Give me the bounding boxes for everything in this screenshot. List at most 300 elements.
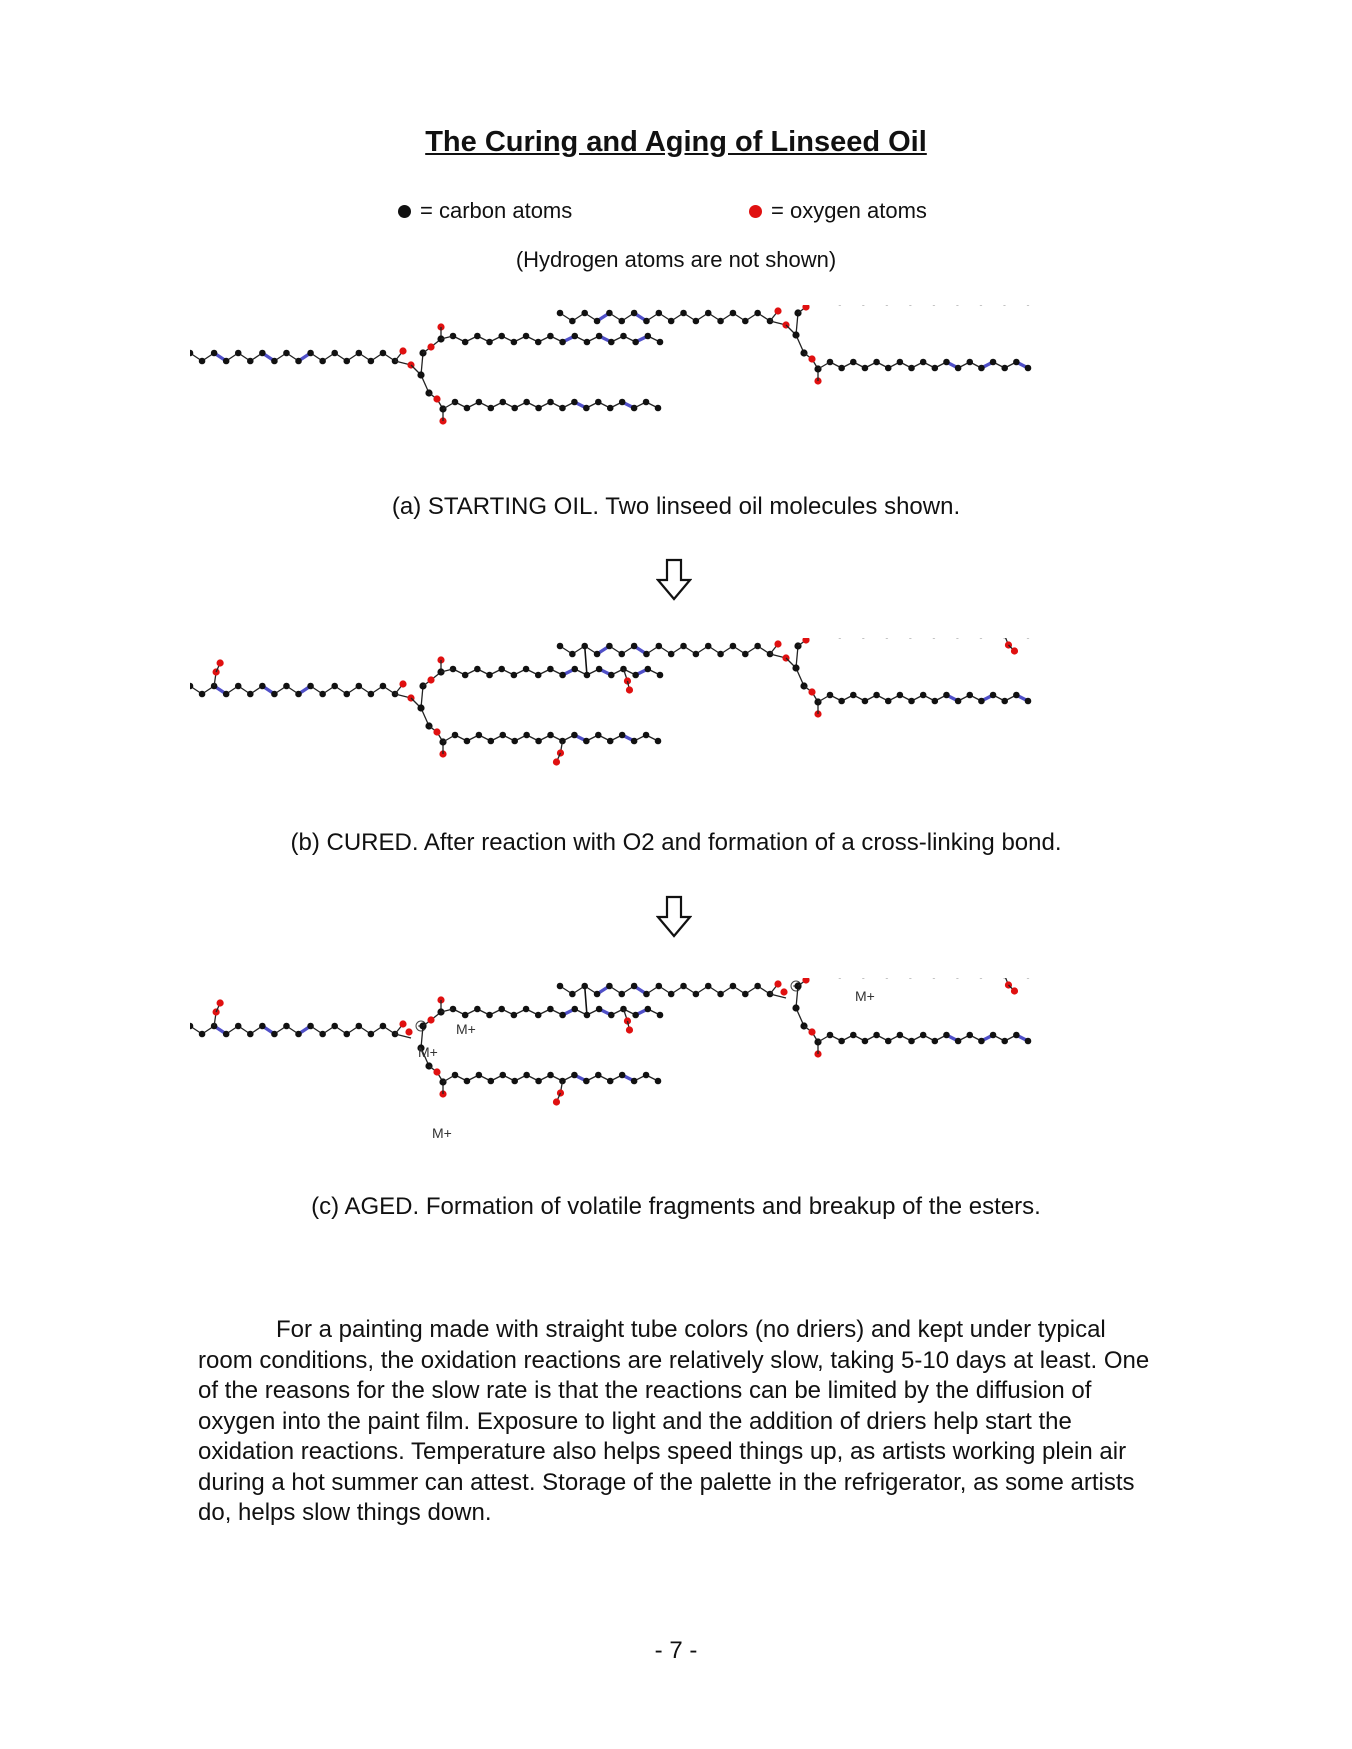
carbon-atom [511,405,518,412]
carbon-atom [608,339,615,346]
diagram-aged [190,978,1160,1148]
carbon-atom [571,333,578,340]
carbon-atom [632,339,639,346]
carbon-atom [498,666,505,673]
carbon-atom [235,1023,242,1030]
carbon-atom [557,983,564,990]
carbon-atom [885,698,892,705]
oxygen-atom [1011,987,1018,994]
carbon-atom [462,1012,469,1019]
carbon-atom [594,651,601,658]
carbon-atom [307,683,314,690]
carbon-atom [693,651,700,658]
oxygen-atom [433,395,440,402]
carbon-atom [523,1072,530,1079]
cross-link-bond [585,986,587,1015]
carbon-atom [693,991,700,998]
diagram-starting-oil [190,305,1160,455]
carbon-atom [474,333,481,340]
carbon-atom [199,358,206,365]
carbon-atom [873,1032,880,1039]
carbon-atom [978,365,985,372]
carbon-atom [1001,1038,1008,1045]
carbon-atom [943,359,950,366]
carbon-atom [862,365,869,372]
oxygen-atom [774,980,781,987]
carbon-atom [523,732,530,739]
carbon-atom [606,983,613,990]
carbon-atom [668,318,675,325]
metal-ion-label: M+ [418,1044,438,1060]
carbon-atom [908,365,915,372]
carbon-atom [850,1032,857,1039]
carbon-atom [259,683,266,690]
carbon-atom [730,643,737,650]
carbon-atom [223,691,230,698]
carbon-atom [356,350,363,357]
carbon-atom [620,333,627,340]
carbon-atom [631,983,638,990]
carbon-atom [705,310,712,317]
carbon-atom [488,405,495,412]
carbon-atom [247,691,254,698]
oxygen-atom [399,347,406,354]
carbon-atom [966,359,973,366]
carbon-atom [235,683,242,690]
oxygen-atom [399,1020,406,1027]
carbon-atom [511,1012,518,1019]
carbon-atom [705,983,712,990]
oxygen-atom [626,1026,633,1033]
carbon-atom [331,683,338,690]
carbon-atom [657,339,664,346]
carbon-atom [955,1038,962,1045]
carbon-atom [499,1072,506,1079]
carbon-atom [655,738,662,745]
down-arrow-icon [656,895,692,939]
cross-link-bond [585,646,587,675]
carbon-atom [607,738,614,745]
carbon-atom [873,359,880,366]
carbon-atom [223,358,230,365]
carbon-atom [356,1023,363,1030]
carbon-atom [499,399,506,406]
oxygen-atom [774,307,781,314]
oxygen-atom [213,668,220,675]
carbon-atom [742,318,749,325]
carbon-atom [943,692,950,699]
carbon-atom [631,643,638,650]
carbon-dot-icon [398,205,411,218]
carbon-atom [717,991,724,998]
single-bond [818,695,830,702]
carbon-atom [631,738,638,745]
carbon-atom [885,365,892,372]
single-bond [443,735,455,742]
carbon-atom [607,1078,614,1085]
carbon-atom [368,691,375,698]
carbon-atom [380,1023,387,1030]
carbon-atom [199,691,206,698]
carbon-atom [271,1031,278,1038]
diagram-cured [190,638,1160,798]
carbon-atom [486,672,493,679]
carbon-atom [606,643,613,650]
carbon-atom [584,339,591,346]
carbon-atom [474,1006,481,1013]
carbon-atom [596,333,603,340]
carbon-atom [559,405,566,412]
carbon-atom [511,738,518,745]
carbon-atom [464,738,471,745]
carbon-atom [1025,698,1032,705]
carbon-atom [235,350,242,357]
carbon-atom [319,1031,326,1038]
carbon-atom [966,1032,973,1039]
carbon-atom [211,350,218,357]
caption-cured: (b) CURED. After reaction with O2 and formation of a cross-linking bond. [290,829,1062,856]
oxygen-atom [217,659,224,666]
carbon-atom [583,1078,590,1085]
carbon-atom [476,1072,483,1079]
carbon-atom [307,350,314,357]
oxygen-atom [808,688,815,695]
down-arrow-icon [656,558,692,602]
carbon-atom [885,1038,892,1045]
carbon-atom [596,666,603,673]
carbon-atom [595,1072,602,1079]
oxygen-atom [553,758,560,765]
carbon-atom [223,1031,230,1038]
carbon-atom [583,738,590,745]
carbon-atom [498,1006,505,1013]
carbon-atom [199,1031,206,1038]
metal-ion-label: M+ [855,988,875,1004]
carbon-atom [645,666,652,673]
oxygen-atom [427,343,434,350]
carbon-atom [990,1032,997,1039]
carbon-atom [656,643,663,650]
carbon-atom [643,651,650,658]
oxygen-atom [626,686,633,693]
carbon-atom [717,318,724,325]
carbon-atom [283,683,290,690]
oxygen-atom [217,999,224,1006]
carbon-atom [643,991,650,998]
carbon-atom [331,350,338,357]
carbon-atom [547,399,554,406]
carbon-atom [873,692,880,699]
carbon-atom [920,359,927,366]
oxygen-atom [213,1008,220,1015]
carbon-atom [1013,1032,1020,1039]
carbon-atom [523,399,530,406]
carbon-atom [569,991,576,998]
carbon-atom [535,405,542,412]
oxygen-atom [433,1068,440,1075]
carbon-atom [606,310,613,317]
carbon-atom [680,643,687,650]
oxygen-atom [808,1028,815,1035]
carbon-atom [608,672,615,679]
carbon-atom [417,371,424,378]
oxygen-atom [433,728,440,735]
oxygen-atom [399,680,406,687]
carbon-atom [668,991,675,998]
carbon-atom [368,1031,375,1038]
oxygen-atom [553,1098,560,1105]
carbon-atom [259,350,266,357]
oxygen-atom [808,355,815,362]
page-title: The Curing and Aging of Linseed Oil [425,126,927,158]
carbon-atom [499,732,506,739]
carbon-atom [247,1031,254,1038]
carbon-atom [535,672,542,679]
carbon-atom [464,405,471,412]
carbon-atom [547,666,554,673]
carbon-atom [523,1006,530,1013]
single-bond [818,1035,830,1042]
carbon-atom [557,310,564,317]
carbon-atom [380,683,387,690]
carbon-atom [680,983,687,990]
carbon-atom [535,1078,542,1085]
carbon-atom [619,732,626,739]
carbon-atom [1025,1038,1032,1045]
carbon-atom [571,666,578,673]
single-bond [443,1075,455,1082]
carbon-atom [631,405,638,412]
carbon-atom [850,692,857,699]
carbon-atom [955,698,962,705]
carbon-atom [343,691,350,698]
carbon-atom [619,1072,626,1079]
carbon-atom [1013,359,1020,366]
carbon-atom [618,651,625,658]
page-number: - 7 - [654,1637,698,1664]
carbon-atom [608,1012,615,1019]
carbon-atom [368,358,375,365]
legend-carbon [398,198,572,224]
hydrogen-note: (Hydrogen atoms are not shown) [515,247,837,272]
carbon-atom [523,333,530,340]
carbon-atom [511,672,518,679]
carbon-atom [754,983,761,990]
oxygen-atom [802,978,809,984]
carbon-atom [655,405,662,412]
carbon-atom [643,732,650,739]
carbon-atom [932,365,939,372]
carbon-atom [595,399,602,406]
carbon-atom [920,692,927,699]
carbon-atom [476,399,483,406]
carbon-atom [462,672,469,679]
carbon-atom [618,991,625,998]
metal-ion-label: M+ [456,1021,476,1037]
caption-aged: (c) AGED. Formation of volatile fragments and breakup of the esters. [311,1193,1041,1220]
carbon-atom [862,698,869,705]
carbon-atom [559,339,566,346]
oxygen-atom [427,1016,434,1023]
carbon-atom [705,643,712,650]
carbon-atom [643,1072,650,1079]
carbon-atom [792,331,799,338]
carbon-atom [1001,365,1008,372]
carbon-atom [932,698,939,705]
carbon-atom [668,651,675,658]
carbon-atom [343,1031,350,1038]
carbon-atom [862,1038,869,1045]
carbon-atom [978,698,985,705]
carbon-atom [583,405,590,412]
carbon-atom [990,692,997,699]
carbon-atom [680,310,687,317]
single-bond [443,402,455,409]
carbon-atom [742,991,749,998]
carbon-atom [631,310,638,317]
oxygen-atom [802,305,809,311]
carbon-atom [656,310,663,317]
oxygen-dot-icon [749,205,762,218]
carbon-atom [559,672,566,679]
carbon-atom [547,1006,554,1013]
carbon-atom [754,643,761,650]
carbon-atom [319,691,326,698]
legend-carbon-label: = carbon atoms [420,198,573,223]
carbon-atom [462,339,469,346]
carbon-atom [356,683,363,690]
carbon-atom [838,698,845,705]
carbon-atom [295,691,302,698]
carbon-atom [295,1031,302,1038]
carbon-atom [283,350,290,357]
carbon-atom [838,1038,845,1045]
carbon-atom [595,732,602,739]
carbon-atom [656,983,663,990]
carbon-atom [380,350,387,357]
carbon-atom [594,991,601,998]
carbon-atom [754,310,761,317]
carbon-atom [908,698,915,705]
carbon-atom [511,339,518,346]
oxygen-atom [427,676,434,683]
carbon-atom [581,310,588,317]
oxygen-atom [780,988,787,995]
carbon-atom [271,358,278,365]
carbon-atom [486,339,493,346]
carbon-atom [569,318,576,325]
carbon-atom [283,1023,290,1030]
carbon-atom [559,1012,566,1019]
carbon-atom [271,691,278,698]
carbon-atom [571,1072,578,1079]
carbon-atom [932,1038,939,1045]
carbon-atom [474,666,481,673]
carbon-atom [645,333,652,340]
carbon-atom [966,692,973,699]
carbon-atom [343,358,350,365]
carbon-atom [990,359,997,366]
carbon-atom [547,732,554,739]
carbon-atom [596,1006,603,1013]
carbon-atom [464,1078,471,1085]
carbon-atom [717,651,724,658]
oxygen-atom [802,638,809,644]
carbon-atom [571,399,578,406]
carbon-atom [742,651,749,658]
carbon-atom [498,333,505,340]
carbon-atom [547,333,554,340]
carbon-atom [1001,698,1008,705]
carbon-atom [486,1012,493,1019]
carbon-atom [535,339,542,346]
carbon-atom [557,643,564,650]
carbon-atom [631,1078,638,1085]
carbon-atom [247,358,254,365]
carbon-atom [307,1023,314,1030]
carbon-atom [655,1078,662,1085]
carbon-atom [1013,692,1020,699]
carbon-atom [643,318,650,325]
carbon-atom [594,318,601,325]
carbon-atom [955,365,962,372]
carbon-atom [571,1006,578,1013]
carbon-atom [511,1078,518,1085]
carbon-atom [607,405,614,412]
carbon-atom [730,983,737,990]
carbon-atom [897,359,904,366]
carbon-atom [319,358,326,365]
carbon-atom [850,359,857,366]
single-bond [818,362,830,369]
carbon-atom [619,399,626,406]
carbon-atom [488,738,495,745]
carbon-atom [295,358,302,365]
carbon-atom [569,651,576,658]
carbon-atom [535,738,542,745]
carbon-atom [645,1006,652,1013]
oxygen-atom [405,1028,412,1035]
carbon-atom [730,310,737,317]
carbon-atom [792,1004,799,1011]
carbon-atom [632,672,639,679]
carbon-atom [1025,365,1032,372]
legend-oxygen-label: = oxygen atoms [771,198,927,223]
carbon-atom [417,704,424,711]
carbon-atom [259,1023,266,1030]
carbon-atom [488,1078,495,1085]
metal-ion-label: M+ [432,1125,452,1141]
caption-starting-oil: (a) STARTING OIL. Two linseed oil molecules shown. [391,493,961,520]
carbon-atom [618,318,625,325]
oxygen-atom [1011,647,1018,654]
carbon-atom [792,664,799,671]
carbon-atom [978,1038,985,1045]
carbon-atom [908,1038,915,1045]
carbon-atom [535,1012,542,1019]
carbon-atom [476,732,483,739]
carbon-atom [657,672,664,679]
carbon-atom [657,1012,664,1019]
carbon-atom [920,1032,927,1039]
carbon-atom [693,318,700,325]
carbon-atom [571,732,578,739]
carbon-atom [897,1032,904,1039]
carbon-atom [897,692,904,699]
carbon-atom [547,1072,554,1079]
carbon-atom [632,1012,639,1019]
body-paragraph: For a painting made with straight tube colors (no driers) and kept under typical room conditions, the oxidation reactions are relatively slow, taking 5-10 days at least. One of the reasons for the slow rate is that the reactions can be limited by the diffusion of oxygen into the paint film. Exposure to light and the addition of driers help start the oxidation reactions. Temperature also helps speed things up, as artists working plein air during a hot summer can attest. Storage of the palette in the refrigerator, as some artists do, helps slow things down. [198,1316,1150,1526]
